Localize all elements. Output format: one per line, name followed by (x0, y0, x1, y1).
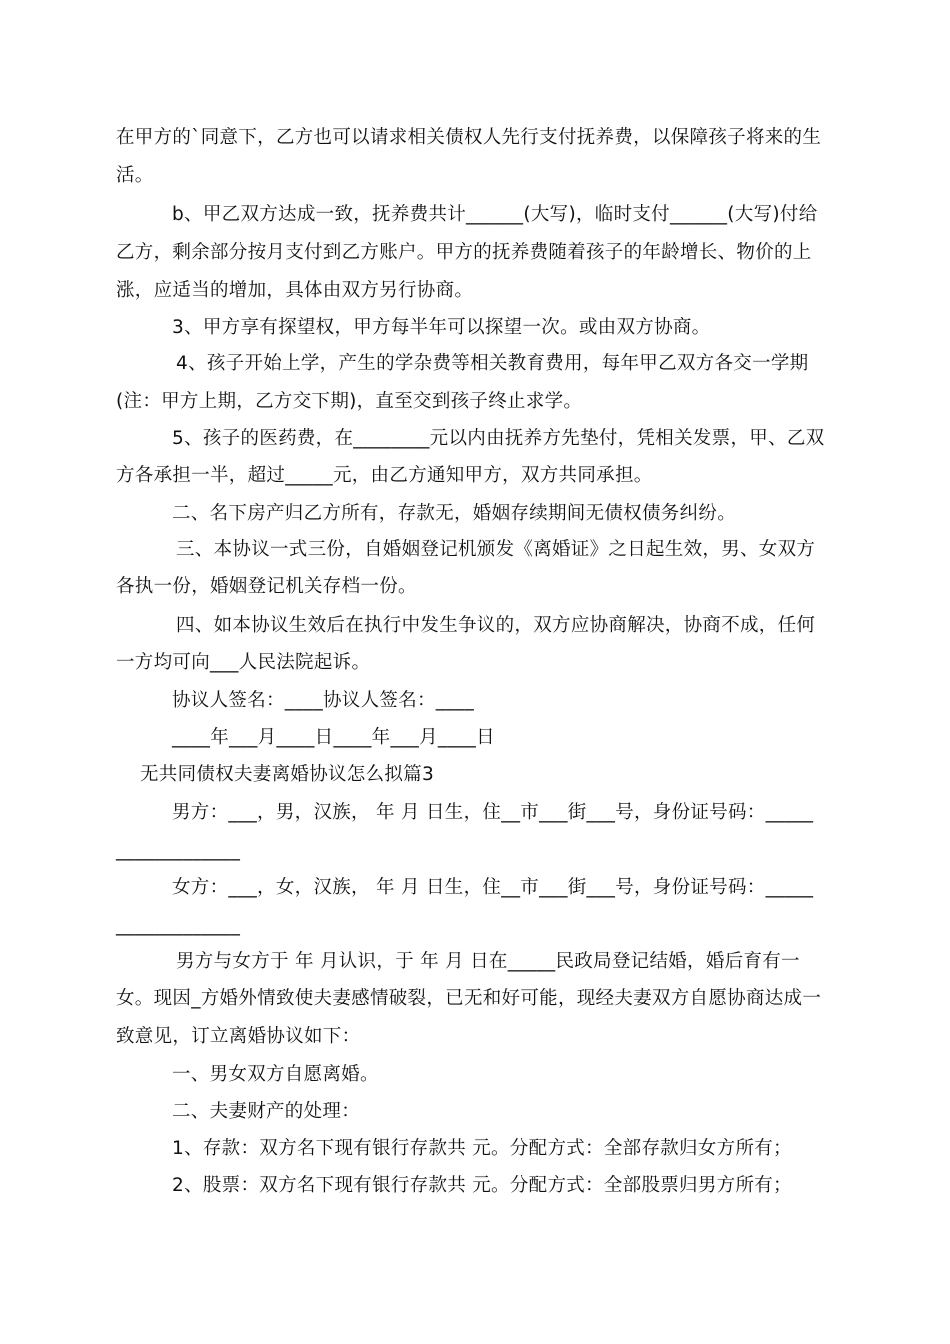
text-line: 女。现因_方婚外情致使夫妻感情破裂，已无和好可能，现经夫妻双方自愿协商达成一 (116, 988, 822, 1009)
text-line: 4、孩子开始上学，产生的学杂费等相关教育费用，每年甲乙双方各交一学期 (176, 353, 809, 374)
text-line: b、甲乙双方达成一致，抚养费共计______(大写)，临时支付______(大写)付给 (172, 204, 818, 225)
text-line: 在甲方的`同意下，乙方也可以请求相关债权人先行支付抚养费，以保障孩子将来的生 (116, 127, 822, 148)
text-line: 四、如本协议生效后在执行中发生争议的，双方应协商解决，协商不成，任何 (176, 615, 816, 636)
signature-line: 协议人签名：____协议人签名：____ (172, 690, 475, 711)
text-line: 活。 (116, 165, 154, 186)
text-line: 3、甲方享有探望权，甲方每半年可以探望一次。或由双方协商。 (172, 317, 711, 338)
text-line: (注：甲方上期，乙方交下期)，直至交到孩子终止求学。 (116, 391, 583, 412)
text-line: 2、股票：双方名下现有银行存款共 元。分配方式：全部股票归男方所有； (172, 1175, 792, 1196)
text-line: 乙方，剩余部分按月支付到乙方账户。甲方的抚养费随着孩子的年龄增长、物价的上 (116, 242, 812, 263)
text-line: 二、夫妻财产的处理： (172, 1101, 361, 1122)
text-line: 一方均可向___人民法院起诉。 (116, 652, 371, 673)
text-line: 一、男女双方自愿离婚。 (172, 1064, 379, 1085)
text-line: 男方与女方于 年 月认识，于 年 月 日在_____民政局登记结婚，婚后育有一 (176, 951, 800, 972)
date-line: ____年___月____日____年___月____日 (172, 727, 495, 748)
section-title: 无共同债权夫妻离婚协议怎么拟篇3 (140, 764, 435, 785)
text-line: 方各承担一半，超过_____元，由乙方通知甲方，双方共同承担。 (116, 465, 653, 486)
text-line: 三、本协议一式三份，自婚姻登记机颁发《离婚证》之日起生效，男、女双方 (176, 539, 816, 560)
text-line: 二、名下房产归乙方所有，存款无，婚姻存续期间无债权债务纠纷。 (172, 503, 737, 524)
text-line: 男方：___，男，汉族， 年 月 日生，住__市___街___号，身份证号码：_____ (172, 802, 814, 823)
text-line: _____________ (116, 840, 241, 861)
text-line: 各执一份，婚姻登记机关存档一份。 (116, 576, 417, 597)
text-line: 5、孩子的医药费，在________元以内由抚养方先垫付，凭相关发票，甲、乙双 (172, 428, 825, 449)
text-line: 女方：___，女，汉族， 年 月 日生，住__市___街___号，身份证号码：_____ (172, 877, 814, 898)
text-line: 涨，应适当的增加，具体由双方另行协商。 (116, 280, 474, 301)
text-line: 1、存款：双方名下现有银行存款共 元。分配方式：全部存款归女方所有； (172, 1138, 792, 1159)
text-line: _____________ (116, 915, 241, 936)
text-line: 致意见，订立离婚协议如下： (116, 1026, 361, 1047)
